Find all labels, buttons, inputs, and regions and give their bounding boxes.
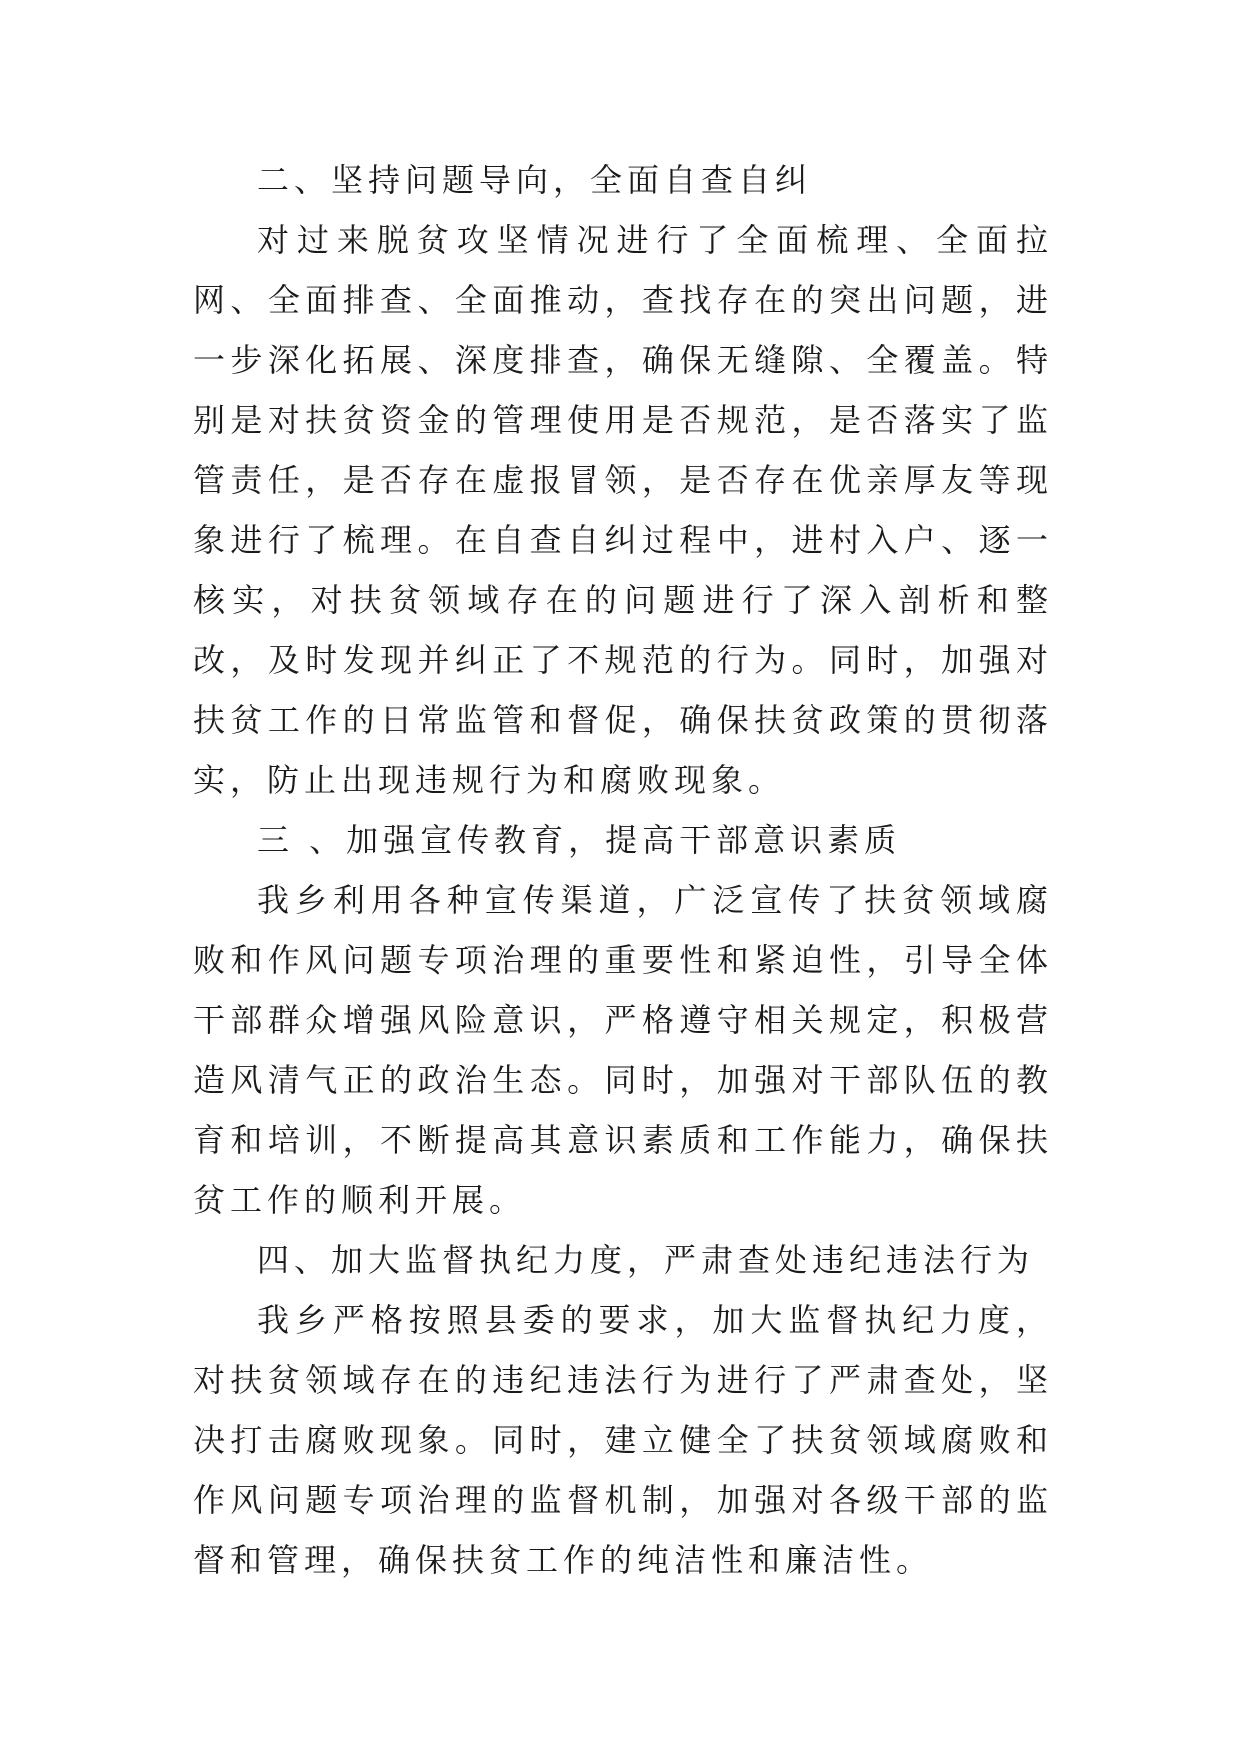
section-heading-4: 四、加大监督执纪力度，严肃查处违纪违法行为 bbox=[257, 1241, 1035, 1279]
section-heading-2: 二、坚持问题导向，全面自查自纠 bbox=[257, 161, 813, 199]
section-paragraph-4: 我乡严格按照县委的要求，加大监督执纪力度，对扶贫领域存在的违纪违法行为进行了严肃查处，坚决打击腐败现象。同时，建立健全了扶贫领域腐败和作风问题专项治理的监督机制，加强对各级干部的监督和管理，确保扶贫工作的纯洁性和廉洁性。 bbox=[193, 1301, 1053, 1579]
document-body bbox=[193, 150, 1053, 1590]
section-paragraph-3: 我乡利用各种宣传渠道，广泛宣传了扶贫领域腐败和作风问题专项治理的重要性和紧迫性，引导全体干部群众增强风险意识，严格遵守相关规定，积极营造风清气正的政治生态。同时，加强对干部队伍的教育和培训，不断提高其意识素质和工作能力，确保扶贫工作的顺利开展。 bbox=[193, 881, 1053, 1219]
section-heading-3: 三 、加强宣传教育，提高干部意识素质 bbox=[257, 821, 902, 859]
section-paragraph-2: 对过来脱贫攻坚情况进行了全面梳理、全面拉网、全面排查、全面推动，查找存在的突出问题，进一步深化拓展、深度排查，确保无缝隙、全覆盖。特别是对扶贫资金的管理使用是否规范，是否落实了监管责任，是否存在虚报冒领，是否存在优亲厚友等现象进行了梳理。在自查自纠过程中，进村入户、逐一核实，对扶贫领域存在的问题进行了深入剖析和整改，及时发现并纠正了不规范的行为。同时，加强对扶贫工作的日常监管和督促，确保扶贫政策的贯彻落实，防止出现违规行为和腐败现象。 bbox=[193, 221, 1053, 799]
